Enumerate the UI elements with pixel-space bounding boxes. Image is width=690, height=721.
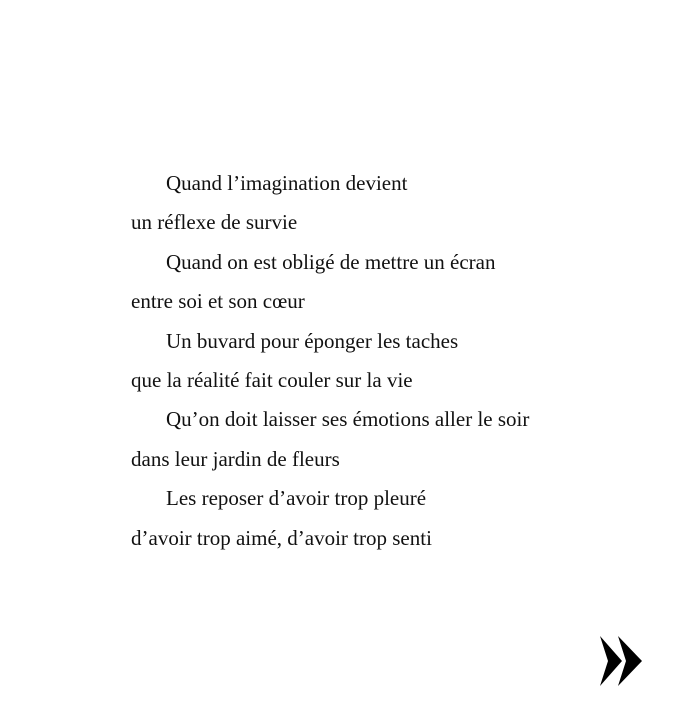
poem-line: Quand l’imagination devient	[166, 171, 408, 195]
poem-line: dans leur jardin de fleurs	[131, 446, 340, 471]
poem-line: Les reposer d’avoir trop pleuré	[166, 486, 427, 511]
poem-line: Un buvard pour éponger les taches	[166, 328, 459, 353]
double-chevron-right-icon	[598, 636, 644, 686]
next-page-button[interactable]	[598, 636, 644, 686]
poem-text	[131, 164, 651, 558]
poem-line: Quand on est obligé de mettre un écran	[166, 249, 496, 274]
poem-line: un réflexe de survie	[131, 210, 298, 235]
poem-line: que la réalité fait couler sur la vie	[131, 367, 413, 392]
poem-line: Qu’on doit laisser ses émotions aller le soir	[166, 407, 530, 432]
poem-line: entre soi et son cœur	[131, 289, 305, 314]
poem-line: d’avoir trop aimé, d’avoir trop senti	[131, 525, 432, 550]
